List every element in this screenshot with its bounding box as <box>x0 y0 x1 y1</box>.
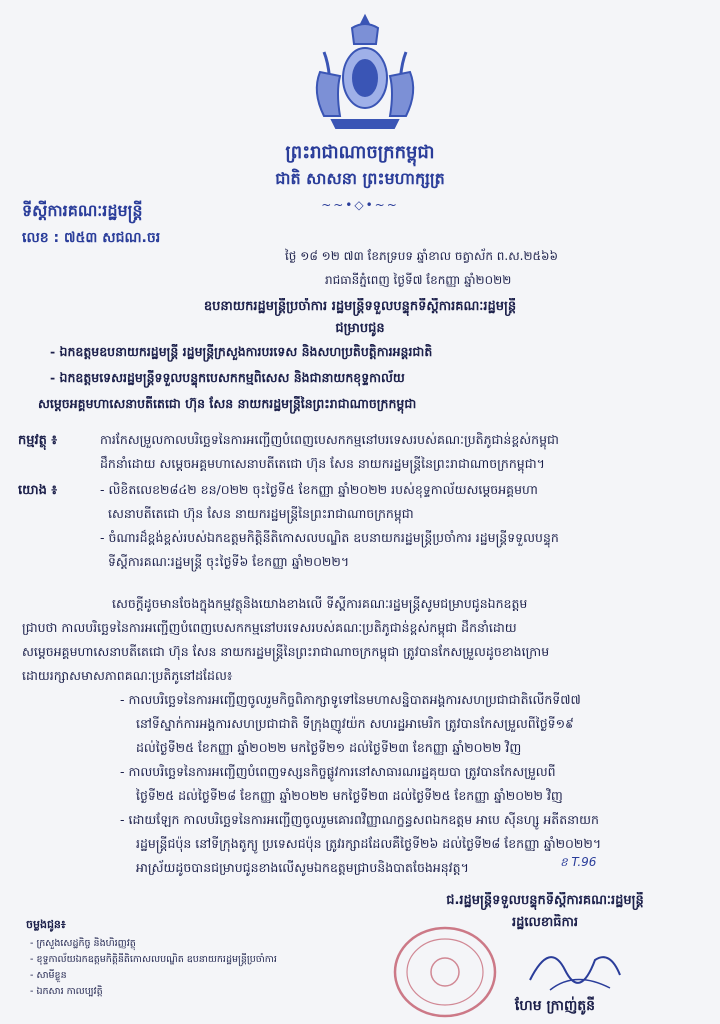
closing-text: អាស្រ័យដូចបានជម្រាបជូនខាងលើសូមឯកឧត្តមជ្រាបនិងបាតចែងអនុវត្ត។ <box>136 860 469 875</box>
ornament-divider: ~~•◇•~~ <box>321 198 399 212</box>
bullet-1-line-1: - កាលបរិច្ឆេទនៃការអញ្ជើញចូលរួមកិច្ចពិភាក្សាទូទៅនៃមហាសន្និបាតអង្គការសហប្រជាជាតិលើកទី៧៧ <box>120 692 581 707</box>
cc-item: - ឯកសារ កាលប្បវត្តិ <box>30 986 103 997</box>
recipient-2: - ឯកឧត្តមទេសរដ្ឋមន្ត្រីទទួលបន្ទុកបេសកកម្មពិសេស និងជានាយកខុទ្ទកាល័យ <box>50 370 405 385</box>
recipient-2-org: សម្ដេចអគ្គមហាសេនាបតីតេជោ ហ៊ុន សែន នាយករដ្ឋមន្ត្រីនៃព្រះរាជាណាចក្រកម្ពុជា <box>38 396 417 411</box>
bullet-1-line-2: នៅទីស្នាក់ការអង្គការសហប្រជាជាតិ ទីក្រុងញូវយ៉ក សហរដ្ឋអាមេរិក ត្រូវបានកែសម្រួលពីថ្ងៃទី១៩ <box>136 716 574 731</box>
cc-title: ចម្លងជូន៖ <box>26 918 66 931</box>
reference-line-3: - ចំណារដ៏ខ្ពង់ខ្ពស់របស់ឯកឧត្តមកិត្តិនីតិកោសលបណ្ឌិត ឧបនាយករដ្ឋមន្ត្រីប្រចាំការ រដ្ឋមន្ត្រីទទួលបន្ទុក <box>100 530 559 545</box>
office-name: ទីស្ដីការគណៈរដ្ឋមន្ត្រី <box>22 201 143 220</box>
bullet-1-line-3: ដល់ថ្ងៃទី២៥ ខែកញ្ញា ឆ្នាំ២០២២ មកថ្ងៃទី២១ ដល់ថ្ងៃទី២៣ ខែកញ្ញា ឆ្នាំ២០២២ វិញ <box>136 740 522 755</box>
handwritten-note: ខ T.96 <box>560 855 597 869</box>
signature-mark <box>520 930 630 1000</box>
cc-item: - ខុទ្ទកាល័យឯកឧត្តមកិត្តិនីតិកោសលបណ្ឌិត ឧបនាយករដ្ឋមន្ត្រីប្រចាំការ <box>30 954 277 965</box>
signatory-name: ហែម ក្រាញ់តូនី <box>514 998 596 1014</box>
signature-title: ជ.រដ្ឋមន្ត្រីទទួលបន្ទុកទីស្ដីការគណៈរដ្ឋមន្ត្រី <box>446 893 644 908</box>
kingdom-motto: ជាតិ សាសនា ព្រះមហាក្សត្រ <box>275 169 445 188</box>
reference-line-2: សេនាបតីតេជោ ហ៊ុន សែន នាយករដ្ឋមន្ត្រីនៃព្រះរាជាណាចក្រកម្ពុជា <box>108 506 414 521</box>
reference-line-4: ទីស្ដីការគណៈរដ្ឋមន្ត្រី ចុះថ្ងៃទី៦ ខែកញ្ញា ឆ្នាំ២០២២។ <box>108 554 350 569</box>
subject-label: កម្មវត្ថុ ៖ <box>18 433 58 448</box>
reference-number: លេខ : ៧៥៣ សជណ.ចរ <box>22 230 161 246</box>
recipient-1: - ឯកឧត្តមឧបនាយករដ្ឋមន្ត្រី រដ្ឋមន្ត្រីក្រសួងការបរទេស និងសហប្រតិបត្តិការអន្តរជាតិ <box>50 344 433 359</box>
bullet-3-line-2: រដ្ឋមន្ត្រីជប៉ុន នៅទីក្រុងតូក្យូ ប្រទេសជប៉ុន ត្រូវរក្សាដដែលគឺថ្ងៃទី២៦ ដល់ថ្ងៃទី២៨ ខែកញ្ញា ឆ្នាំ២០២២។ <box>136 836 602 851</box>
signature-role: រដ្ឋលេខាធិការ <box>511 915 578 930</box>
royal-emblem <box>310 12 420 132</box>
body-line-3: សម្ដេចអគ្គមហាសេនាបតីតេជោ ហ៊ុន សែន នាយករដ្ឋមន្ត្រីនៃព្រះរាជាណាចក្រកម្ពុជា ត្រូវបានកែសម្រួលដូចខាងក្រោម <box>22 644 550 659</box>
bullet-2-line-2: ថ្ងៃទី២៥ ដល់ថ្ងៃទី២៨ ខែកញ្ញា ឆ្នាំ២០២២ មកថ្ងៃទី២៣ ដល់ថ្ងៃទី២៥ ខែកញ្ញា ឆ្នាំ២០២២ វិញ <box>136 788 563 803</box>
bullet-3-line-1: - ដោយឡែក កាលបរិច្ឆេទនៃការអញ្ជើញចូលរួមគោរពវិញ្ញាណក្ខន្ធសពឯកឧត្តម អាបេ ស៊ីនហ្សូ អតីតនាយក <box>120 812 599 827</box>
subject-line-2: ដឹកនាំដោយ សម្ដេចអគ្គមហាសេនាបតីតេជោ ហ៊ុន សែន នាយករដ្ឋមន្ត្រីនៃព្រះរាជាណាចក្រកម្ពុជា។ <box>100 456 545 471</box>
sender-title: ឧបនាយករដ្ឋមន្ត្រីប្រចាំការ រដ្ឋមន្ត្រីទទួលបន្ទុកទីស្ដីការគណៈរដ្ឋមន្ត្រី <box>203 299 517 314</box>
cc-item: - ក្រសួងសេដ្ឋកិច្ច និងហិរញ្ញវត្ថុ <box>30 938 136 949</box>
to-label: ជម្រាបជូន <box>335 321 385 336</box>
solar-date: រាជធានីភ្នំពេញ ថ្ងៃទី៧ ខែកញ្ញា ឆ្នាំ២០២២ <box>325 273 512 287</box>
body-line-1: សេចក្ដីដូចមានចែងក្នុងកម្មវត្ថុនិងយោងខាងលើ ទីស្ដីការគណៈរដ្ឋមន្ត្រីសូមជម្រាបជូនឯកឧត្តម <box>112 596 528 611</box>
bullet-2-line-1: - កាលបរិច្ឆេទនៃការអញ្ជើញបំពេញទស្សនកិច្ចផ្លូវការនៅសាធារណរដ្ឋគុយបា ត្រូវបានកែសម្រួលពី <box>120 764 556 779</box>
lunar-date: ថ្ងៃ ១៨ ១២ ៧៣ ខែភទ្របទ ឆ្នាំខាល ចត្វាស័ក ព.ស.២៥៦៦ <box>285 249 559 263</box>
body-line-4: ដោយរក្សាសមាសភាពគណៈប្រតិភូនៅដដែល៖ <box>22 668 233 683</box>
subject-line-1: ការកែសម្រួលកាលបរិច្ឆេទនៃការអញ្ជើញបំពេញបេសកកម្មនៅបរទេសរបស់គណៈប្រតិភូជាន់ខ្ពស់កម្ពុជា <box>100 432 559 447</box>
reference-line-1: - លិខិតលេខ២៨៤២ ខន/០២២ ចុះថ្ងៃទី៥ ខែកញ្ញា ឆ្នាំ២០២២ របស់ខុទ្ទកាល័យសម្ដេចអគ្គមហា <box>100 482 538 497</box>
body-line-2: ជ្រាបថា កាលបរិច្ឆេទនៃការអញ្ជើញបំពេញបេសកកម្មនៅបរទេសរបស់គណៈប្រតិភូជាន់ខ្ពស់កម្ពុជា ដឹកនាំដោយ <box>22 620 517 635</box>
reference-label: យោង ៖ <box>18 483 58 498</box>
cc-item: - សាមីខ្លួន <box>30 970 67 981</box>
kingdom-name: ព្រះរាជាណាចក្រកម្ពុជា <box>285 142 435 163</box>
